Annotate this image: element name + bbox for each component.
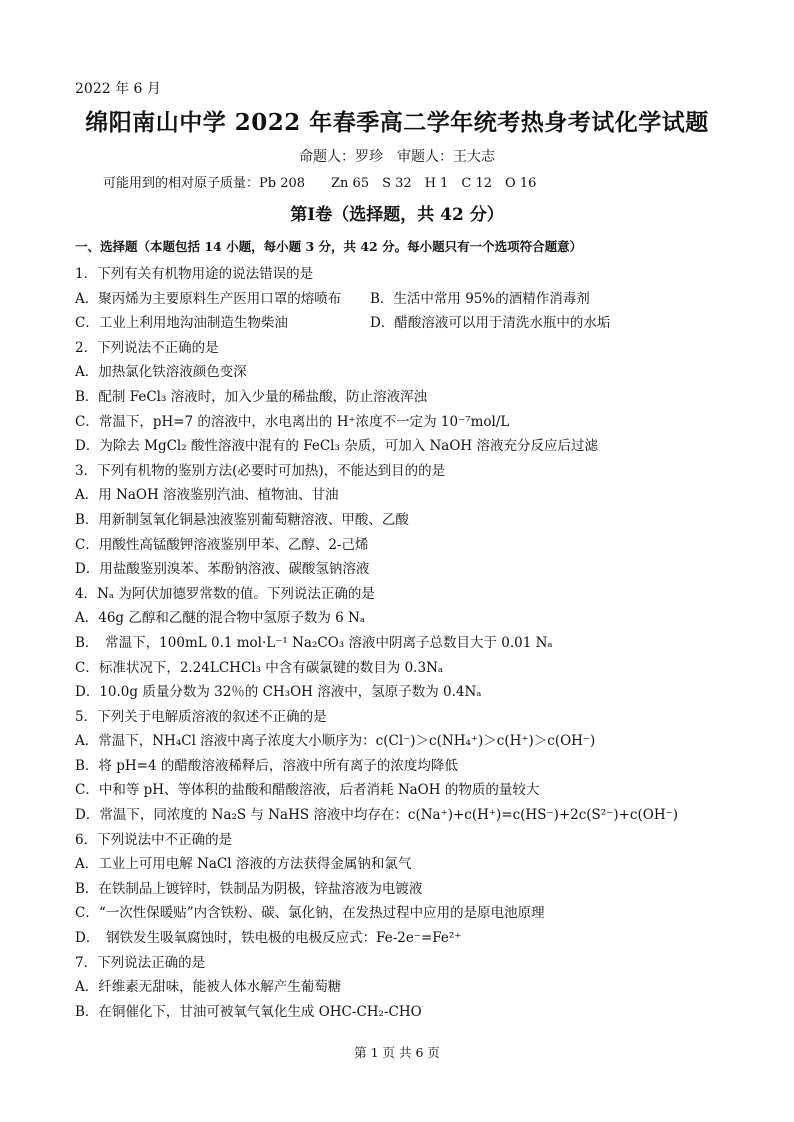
question-1-options-cd bbox=[75, 311, 725, 336]
question-2-option-c: C．常温下，pH=7 的溶液中，水电离出的 H⁺浓度不一定为 10⁻⁷mol/L bbox=[75, 413, 510, 430]
question-1-option-b: B．生活中常用 95%的酒精作消毒剂 bbox=[370, 290, 590, 307]
exam-title: 绵阳南山中学 2022 年春季高二学年统考热身考试化学试题 bbox=[85, 109, 709, 136]
question-6-option-b: B．在铁制品上镀锌时，铁制品为阴极，锌盐溶液为电镀液 bbox=[75, 880, 423, 897]
question-5-stem: 5．下列关于电解质溶液的叙述不正确的是 bbox=[75, 708, 327, 725]
question-5-option-a: A．常温下，NH₄Cl 溶液中离子浓度大小顺序为：c(Cl⁻)＞c(NH₄⁺)＞c(H⁺)＞c(OH⁻) bbox=[75, 733, 596, 750]
question-4-option-b: B． 常温下，100mL 0.1 mol·L⁻¹ Na₂CO₃ 溶液中阴离子总数目大于 0.01 Nₐ bbox=[75, 634, 553, 651]
question-3-stem: 3．下列有机物的鉴别方法(必要时可加热)，不能达到目的的是 bbox=[75, 462, 446, 479]
exam-date: 2022 年 6 月 bbox=[75, 81, 161, 97]
question-2-option-d: D．为除去 MgCl₂ 酸性溶液中混有的 FeCl₃ 杂质，可加入 NaOH 溶液充分反应后过滤 bbox=[75, 438, 598, 455]
question-4-option-d: D．10.0g 质量分数为 32％的 CH₃OH 溶液中，氢原子数为 0.4Nₐ bbox=[75, 684, 482, 701]
question-4-stem: 4．Nₐ 为阿伏加德罗常数的值。下列说法正确的是 bbox=[75, 585, 375, 602]
question-3-option-c: C．用酸性高锰酸钾溶液鉴别甲苯、乙醇、2-己烯 bbox=[75, 536, 369, 553]
question-2-option-b: B．配制 FeCl₃ 溶液时，加入少量的稀盐酸，防止溶液浑浊 bbox=[75, 388, 428, 405]
question-1-options-ab bbox=[75, 287, 725, 312]
question-3-option-a: A．用 NaOH 溶液鉴别汽油、植物油、甘油 bbox=[75, 487, 339, 504]
question-7-option-a: A．纤维素无甜味，能被人体水解产生葡萄糖 bbox=[75, 979, 342, 996]
question-1-option-a: A．聚丙烯为主要原料生产医用口罩的熔喷布 bbox=[75, 290, 342, 307]
question-1-option-c: C．工业上利用地沟油制造生物柴油 bbox=[75, 315, 288, 332]
question-4-option-a: A．46g 乙醇和乙醚的混合物中氢原子数为 6 Nₐ bbox=[75, 610, 366, 627]
atomic-masses: 可能用到的相对原子质量：Pb 208 Zn 65 S 32 H 1 C 12 O 16 bbox=[103, 176, 537, 191]
question-7-stem: 7．下列说法正确的是 bbox=[75, 954, 206, 971]
question-2-stem: 2．下列说法不正确的是 bbox=[75, 339, 219, 356]
question-5-option-b: B．将 pH=4 的醋酸溶液稀释后，溶液中所有离子的浓度均降低 bbox=[75, 757, 458, 774]
page-number: 第 1 页 共 6 页 bbox=[354, 1045, 440, 1060]
section-instructions: 一、选择题（本题包括 14 小题，每小题 3 分，共 42 分。每小题只有一个选项符合题意） bbox=[75, 239, 583, 254]
question-6-option-a: A．工业上可用电解 NaCl 溶液的方法获得金属钠和氯气 bbox=[75, 856, 412, 873]
questions-list bbox=[75, 262, 725, 1024]
question-2-option-a: A．加热氯化铁溶液颜色变深 bbox=[75, 364, 247, 381]
question-1-option-d: D．醋酸溶液可以用于清洗水瓶中的水垢 bbox=[370, 315, 611, 332]
question-6-option-c: C．“一次性保暖贴”内含铁粉、碳、氯化钠，在发热过程中应用的是原电池原理 bbox=[75, 905, 545, 922]
question-6-stem: 6．下列说法中不正确的是 bbox=[75, 831, 233, 848]
question-6-option-d: D． 钢铁发生吸氧腐蚀时，铁电极的电极反应式：Fe-2e⁻=Fe²⁺ bbox=[75, 930, 462, 947]
question-3-option-b: B．用新制氢氧化铜悬浊液鉴别葡萄糖溶液、甲酸、乙酸 bbox=[75, 511, 409, 528]
question-4-option-c: C．标准状况下，2.24LCHCl₃ 中含有碳氯键的数目为 0.3Nₐ bbox=[75, 659, 444, 676]
question-5-option-d: D．常温下，同浓度的 Na₂S 与 NaHS 溶液中均存在：c(Na⁺)+c(H⁺)=c(HS⁻)+2c(S²⁻)+c(OH⁻) bbox=[75, 807, 678, 824]
question-7-option-b: B．在铜催化下，甘油可被氧气氧化生成 OHC-CH₂-CHO bbox=[75, 1003, 422, 1020]
question-1-stem: 1．下列有关有机物用途的说法错误的是 bbox=[75, 266, 314, 282]
exam-authors: 命题人：罗珍 审题人：王大志 bbox=[299, 149, 495, 165]
question-3-option-d: D．用盐酸鉴别溴苯、苯酚钠溶液、碳酸氢钠溶液 bbox=[75, 561, 370, 578]
question-5-option-c: C．中和等 pH、等体积的盐酸和醋酸溶液，后者消耗 NaOH 的物质的量较大 bbox=[75, 782, 540, 799]
section-title: 第Ⅰ卷（选择题，共 42 分） bbox=[290, 205, 504, 225]
